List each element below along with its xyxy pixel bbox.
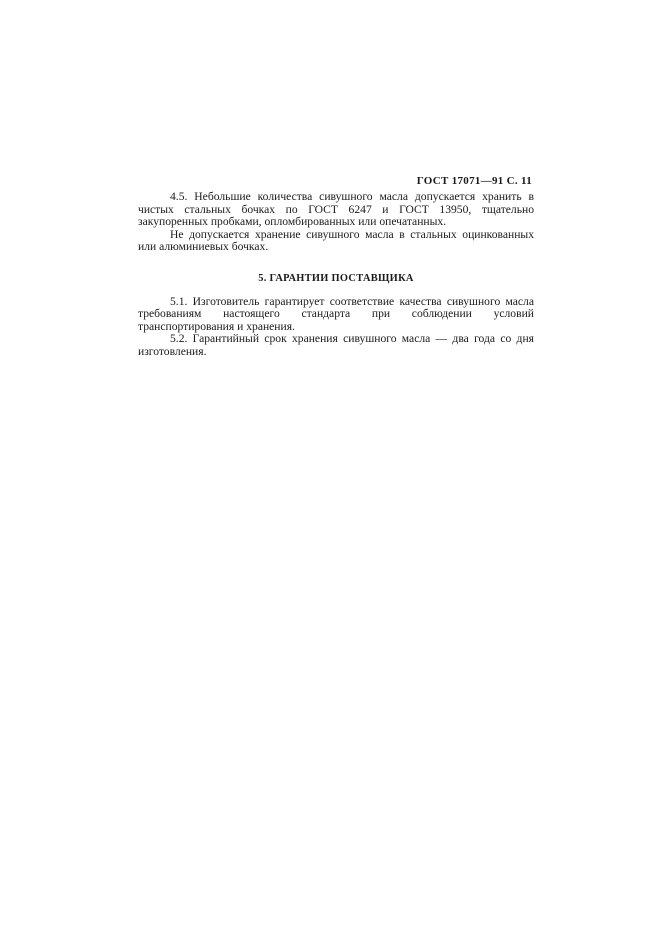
paragraph-5-2: 5.2. Гарантийный срок хранения сивушного масла — два года со дня изготовления. [138,332,534,358]
page-content [138,191,534,359]
section-5-heading: 5. ГАРАНТИИ ПОСТАВЩИКА [258,272,414,284]
running-header: ГОСТ 17071—91 С. 11 [416,175,532,187]
paragraph-4-5: 4.5. Небольшие количества сивушного масла допускается хранить в чистых стальных бочках по ГОСТ 6247 и ГОСТ 13950, тщательно закупоренных пробками, опломбированных или опечатанных. [138,190,534,229]
paragraph-5-1: 5.1. Изготовитель гарантирует соответствие качества сивушного масла требованиям настоящего стандарта при соблюдении условий транспортирования и хранения. [138,294,534,333]
paragraph-4-5-note: Не допускается хранение сивушного масла в стальных оцинкованных или алюминиевых бочках. [138,227,534,254]
